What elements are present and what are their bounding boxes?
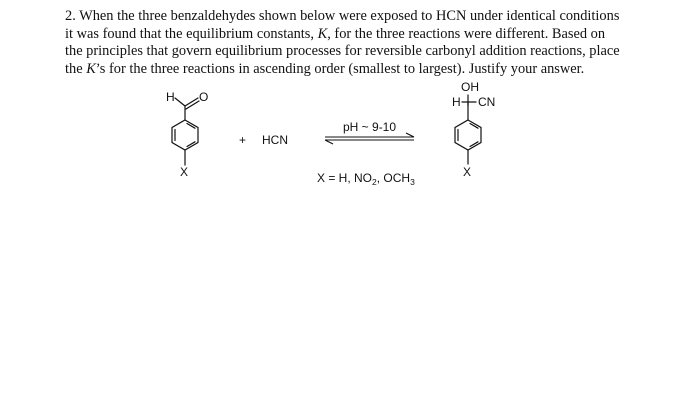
plus-sign: + (239, 133, 247, 147)
equilibrium-constant-symbol-2: K (86, 60, 96, 77)
reactant-benzaldehyde (172, 98, 199, 165)
question-line-3: the principles that govern equilibrium processes for reversible carbonyl addition reactions, place (65, 43, 620, 60)
question-line-4-text-a: the (65, 60, 87, 77)
ring-double-bond-3 (187, 142, 195, 147)
no2-subscript: 2 (372, 177, 377, 187)
question-number: 2. (65, 8, 76, 24)
question-line-4-text-b: ’s for the three reactions in ascending order (smallest to largest). Justify your answer. (95, 60, 585, 77)
reactant-o-label: O (199, 90, 209, 104)
benzene-ring-reactant (172, 120, 198, 150)
equilibrium-arrow (325, 133, 414, 144)
equilibrium-constant-symbol: K (317, 25, 328, 42)
product-ring-double-bond-3 (470, 142, 478, 147)
product-x-label: X (463, 165, 472, 179)
aldehyde-co-double-bond (186, 101, 199, 109)
product-cn-label: CN (478, 95, 496, 109)
reactant-x-label: X (180, 165, 189, 179)
question-line-1-text: When the three benzaldehydes shown below were exposed to HCN under identical conditions (75, 8, 620, 24)
benzene-ring-product (455, 120, 481, 150)
reaction-conditions: pH ~ 9-10 (343, 120, 397, 134)
substituent-list (317, 171, 415, 187)
product-oh-label: OH (461, 80, 479, 94)
aldehyde-co-bond (185, 98, 198, 106)
aldehyde-ch-bond (175, 98, 185, 106)
substituent-prefix: X = H, NO (317, 171, 373, 185)
forward-arrow-head (406, 133, 414, 137)
reactant-h-label: H (166, 90, 175, 104)
question-line-2-text-b: , for the three reactions were different. Based on (327, 25, 606, 42)
ring-double-bond-2 (187, 124, 195, 129)
reverse-arrow-head (325, 140, 333, 144)
reagent-hcn: HCN (262, 133, 288, 147)
product-ring-double-bond-2 (470, 124, 478, 129)
substituent-middle: , OCH (376, 171, 411, 185)
product-h-label: H (452, 95, 461, 109)
och3-subscript: 3 (410, 177, 415, 187)
question-line-2-text-a: it was found that the equilibrium constants, (65, 25, 318, 42)
